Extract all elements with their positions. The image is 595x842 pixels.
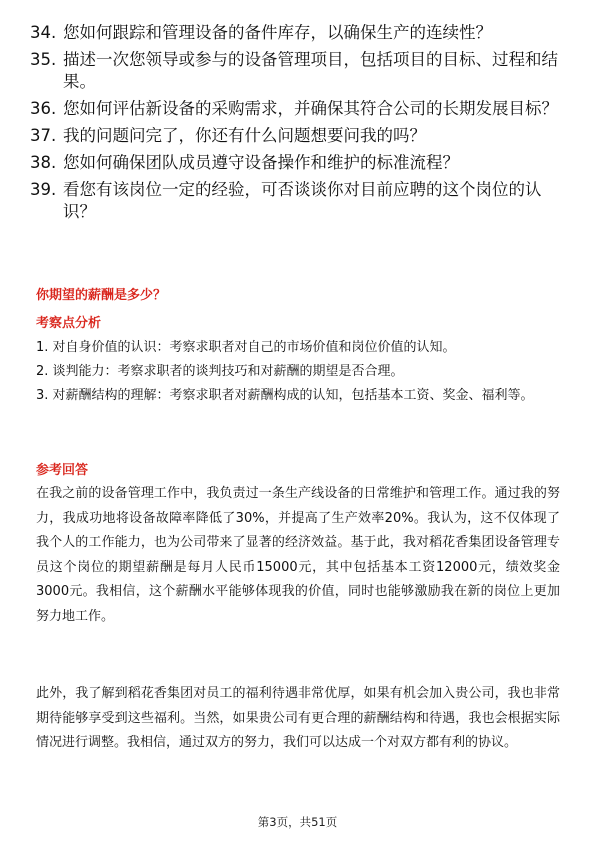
question-text: 您如何评估新设备的采购需求，并确保其符合公司的长期发展目标？ <box>63 99 558 118</box>
question-number: 39. <box>30 180 57 199</box>
list-item: 3. 对薪酬结构的理解：考察求职者对薪酬构成的认知，包括基本工资、奖金、福利等。 <box>36 388 534 403</box>
list-item <box>30 152 570 174</box>
list-item <box>30 125 570 147</box>
question-list <box>30 22 570 228</box>
question-text: 您如何跟踪和管理设备的备件库存，以确保生产的连续性？ <box>63 23 492 42</box>
answer-paragraph: 在我之前的设备管理工作中，我负责过一条生产线设备的日常维护和管理工作。通过我的努力，我成功地将设备故障率降低了30%，并提高了生产效率20%。我认为，这不仅体现了我个人的工作能力，也为公司带来了显著的经济效益。基于此，我对稻花香集团设备管理专员这个岗位的期望薪酬是每月人民币15000元，其中包括基本工资12000元，绩效奖金3000元。我相信，这个薪酬水平能够体现我的价值，同时也能够激励我在新的岗位上更加努力地工作。 <box>36 486 560 624</box>
question-number: 38. <box>30 153 57 172</box>
question-text: 描述一次您领导或参与的设备管理项目，包括项目的目标、过程和结果。 <box>63 50 558 91</box>
answer-heading: 参考回答 <box>36 463 89 478</box>
list-item <box>30 22 570 44</box>
list-item <box>30 179 570 223</box>
question-text: 我的问题问完了，你还有什么问题想要问我的吗？ <box>63 126 426 145</box>
list-item: 2. 谈判能力：考察求职者的谈判技巧和对薪酬的期望是否合理。 <box>36 364 404 379</box>
question-number: 37. <box>30 126 57 145</box>
analysis-heading: 考察点分析 <box>36 316 102 331</box>
list-item <box>30 49 570 93</box>
list-item <box>30 98 570 120</box>
question-number: 35. <box>30 50 57 69</box>
analysis-list <box>36 336 560 408</box>
answer-paragraph: 此外，我了解到稻花香集团对员工的福利待遇非常优厚，如果有机会加入贵公司，我也非常期待能够享受到这些福利。当然，如果贵公司有更合理的薪酬结构和待遇，我也会根据实际情况进行调整。我相信，通过双方的努力，我们可以达成一个对双方都有利的协议。 <box>36 686 560 750</box>
section-question-heading: 你期望的薪酬是多少？ <box>36 288 167 303</box>
list-item: 1. 对自身价值的认识：考察求职者对自己的市场价值和岗位价值的认知。 <box>36 340 456 355</box>
page-footer: 第3页，共51页 <box>257 815 338 829</box>
question-text: 看您有该岗位一定的经验，可否谈谈你对目前应聘的这个岗位的认识？ <box>63 180 542 221</box>
question-text: 您如何确保团队成员遵守设备操作和维护的标准流程？ <box>63 153 459 172</box>
question-number: 34. <box>30 23 57 42</box>
question-number: 36. <box>30 99 57 118</box>
